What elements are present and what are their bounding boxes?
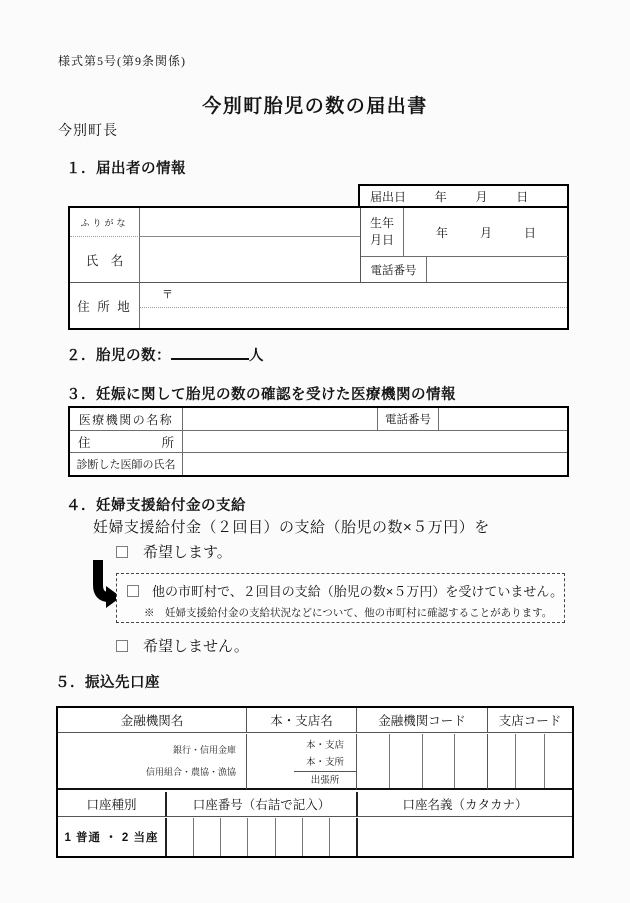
doctor-name-label: 診断した医師の氏名 <box>70 453 183 475</box>
institution-code-digit[interactable] <box>357 734 389 788</box>
furigana-input[interactable] <box>140 208 360 237</box>
facility-name-label: 医療機関の名称 <box>70 408 183 431</box>
option-no-checkbox[interactable] <box>116 640 128 652</box>
form-number: 様式第5号(第9条関係) <box>58 54 186 68</box>
bank-table <box>56 706 574 858</box>
option-yes-checkbox[interactable] <box>116 546 128 558</box>
name-input[interactable] <box>140 237 360 282</box>
birth-phone-block <box>360 208 567 282</box>
day-label: 日 <box>516 189 529 204</box>
account-number-header: 口座番号（右詰で記入） <box>165 792 356 817</box>
branch-code-boxes <box>487 734 572 790</box>
section4-body: 妊婦支援給付金（２回目）の支給（胎児の数×５万円）を <box>93 519 490 536</box>
account-number-digit[interactable] <box>167 818 193 856</box>
medical-table <box>68 406 569 477</box>
doctor-name-input[interactable] <box>183 453 567 475</box>
facility-address-label: 住 所 <box>70 431 183 453</box>
option-yes-row <box>116 541 232 562</box>
page-title: 今別町胎児の数の届出書 <box>202 96 428 117</box>
institution-code-digit[interactable] <box>389 734 422 788</box>
month-label: 月 <box>479 225 492 240</box>
account-type-header: 口座種別 <box>58 792 165 817</box>
account-name-header: 口座名義（カタカナ） <box>356 792 572 817</box>
facility-name-input[interactable] <box>183 408 378 431</box>
section3-heading: ３．妊娠に関して胎児の数の確認を受けた医療機関の情報 <box>66 387 456 403</box>
phone-input[interactable] <box>427 257 568 282</box>
report-date-box <box>358 184 569 208</box>
section5-heading: ５．振込先口座 <box>55 675 160 691</box>
fetus-count-blank[interactable] <box>171 358 249 360</box>
branch-name-input[interactable] <box>246 734 356 790</box>
section2-heading: ２．胎児の数： 人 <box>66 348 264 364</box>
account-number-digit[interactable] <box>247 818 274 856</box>
institution-code-digit[interactable] <box>454 734 487 788</box>
account-number-digit[interactable] <box>329 818 356 856</box>
section4-heading: ４．妊婦支援給付金の支給 <box>66 498 246 514</box>
branch-code-digit[interactable] <box>488 734 515 788</box>
option-yes-label: 希望します。 <box>143 544 232 561</box>
institution-name-header: 金融機関名 <box>58 708 246 733</box>
branch-code-header: 支店コード <box>487 708 572 733</box>
branch-code-digit[interactable] <box>544 734 572 788</box>
facility-phone-label: 電話番号 <box>378 408 439 431</box>
institution-code-header: 金融機関コード <box>356 708 487 733</box>
applicant-table <box>68 206 569 330</box>
confirmation-box <box>116 573 565 623</box>
account-number-digit[interactable] <box>220 818 247 856</box>
phone-label: 電話番号 <box>361 257 427 282</box>
institution-type-options-2: 信用組合・農協・漁協 <box>145 767 236 777</box>
account-number-boxes <box>165 818 356 856</box>
account-number-digit[interactable] <box>275 818 302 856</box>
branch-type-options: 本・支店 本・支所 出張所 <box>294 737 356 789</box>
year-label: 年 <box>435 225 448 240</box>
facility-phone-input[interactable] <box>439 408 567 431</box>
report-date-label: 届出日 <box>370 189 407 204</box>
year-label: 年 <box>434 189 447 204</box>
branch-code-digit[interactable] <box>515 734 543 788</box>
account-number-digit[interactable] <box>193 818 220 856</box>
name-label: 氏 名 <box>70 237 140 282</box>
option-no-row <box>116 635 249 656</box>
addressee: 今別町長 <box>58 122 118 138</box>
postal-mark: 〒 <box>162 289 173 301</box>
institution-code-digit[interactable] <box>422 734 455 788</box>
confirmation-statement: 他の市町村で、２回目の支給（胎児の数×５万円）を受けていません。 <box>152 584 564 599</box>
option-no-label: 希望しません。 <box>143 638 249 655</box>
account-number-digit[interactable] <box>302 818 329 856</box>
birthdate-input[interactable] <box>404 208 568 257</box>
facility-address-input[interactable] <box>183 431 567 453</box>
branch-name-header: 本・支店名 <box>246 708 356 733</box>
furigana-label: ふりがな <box>70 208 140 237</box>
account-name-input[interactable] <box>356 818 572 856</box>
institution-code-boxes <box>356 734 487 790</box>
confirmation-note: ※ 妊婦支援給付金の支給状況などについて、他の市町村に確認することがあります。 <box>144 607 553 619</box>
month-label: 月 <box>475 189 488 204</box>
address-input[interactable] <box>140 282 567 328</box>
day-label: 日 <box>523 225 536 240</box>
institution-name-input[interactable] <box>58 734 246 790</box>
report-date-fields[interactable] <box>406 188 557 205</box>
section1-heading: １．届出者の情報 <box>66 161 186 177</box>
confirmation-row <box>127 581 564 600</box>
address-label: 住 所 地 <box>70 282 140 328</box>
confirmation-checkbox[interactable] <box>127 585 139 597</box>
birthdate-label: 生年 月日 <box>361 208 404 257</box>
institution-type-options-1: 銀行・信用金庫 <box>172 745 236 755</box>
address-divider <box>140 307 567 308</box>
account-type-options[interactable]: 1 普通 ・ 2 当座 <box>64 832 159 844</box>
